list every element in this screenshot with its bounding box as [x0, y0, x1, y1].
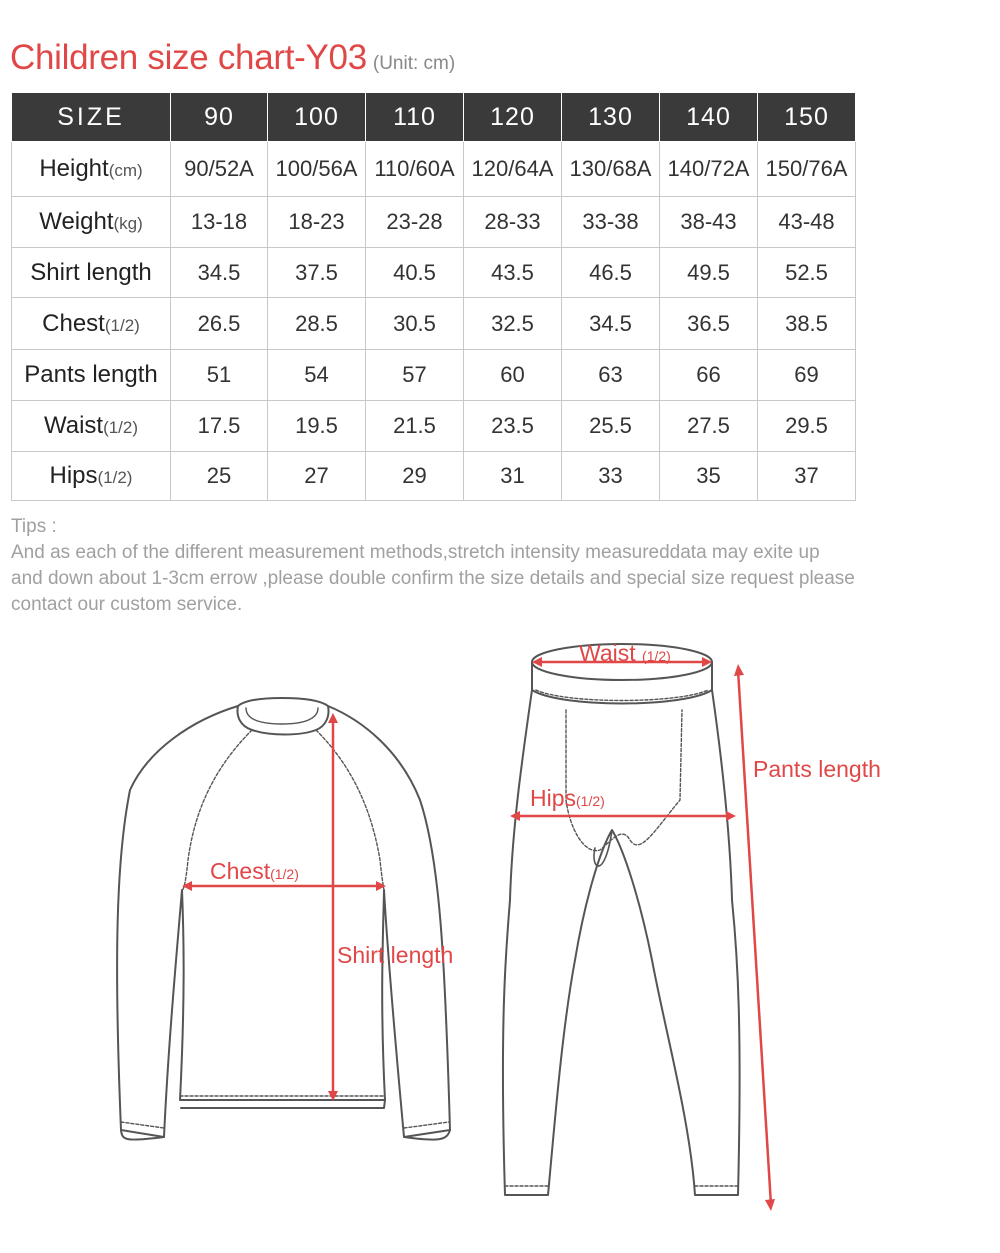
row-label-text: Weight: [39, 208, 114, 235]
header-size-140: 140: [660, 93, 758, 142]
table-cell: 100/56A: [268, 142, 366, 197]
table-cell: 35: [660, 452, 758, 501]
table-cell: 28.5: [268, 298, 366, 350]
table-cell: 28-33: [464, 197, 562, 248]
row-label-hips: [12, 452, 171, 501]
row-label-chest: [12, 298, 171, 350]
table-row-pants-length: [12, 350, 856, 401]
table-row-hips: [12, 452, 856, 501]
table-cell: 13-18: [171, 197, 268, 248]
table-cell: 63: [562, 350, 660, 401]
waist-label-sub: (1/2): [642, 648, 671, 664]
unit-note: (Unit: cm): [372, 53, 456, 74]
hips-label-text: Hips: [530, 785, 577, 811]
table-cell: 120/64A: [464, 142, 562, 197]
tips-line: And as each of the different measurement methods,stretch intensity measureddata may exite up: [11, 542, 820, 563]
table-cell: 33-38: [562, 197, 660, 248]
table-row-weight: [12, 197, 856, 248]
header-size: SIZE: [12, 93, 171, 142]
table-cell: 38-43: [660, 197, 758, 248]
table-cell: 31: [464, 452, 562, 501]
header-size-130: 130: [562, 93, 660, 142]
measurement-diagram: [0, 630, 1000, 1230]
row-label-pants-length: [12, 350, 171, 401]
row-label-sub: (1/2): [103, 418, 139, 437]
shirt-length-label: Shirt length: [337, 942, 454, 968]
table-cell: 33: [562, 452, 660, 501]
table-cell: 69: [758, 350, 856, 401]
row-label-waist: [12, 401, 171, 452]
page-title: Children size chart-Y03: [10, 38, 367, 77]
header-size-110: 110: [366, 93, 464, 142]
table-cell: 130/68A: [562, 142, 660, 197]
table-cell: 34.5: [562, 298, 660, 350]
table-cell: 23.5: [464, 401, 562, 452]
table-cell: 57: [366, 350, 464, 401]
table-cell: 21.5: [366, 401, 464, 452]
row-label-sub: (1/2): [97, 468, 133, 487]
row-label-text: Hips: [49, 462, 98, 489]
table-cell: 46.5: [562, 248, 660, 298]
chest-label-text: Chest: [210, 858, 271, 884]
row-label-height: [12, 142, 171, 197]
table-row-height: [12, 142, 856, 197]
row-label-text: Pants length: [24, 361, 158, 388]
header-size-120: 120: [464, 93, 562, 142]
pants-illustration: [503, 644, 740, 1195]
tips-section: [11, 514, 961, 618]
table-cell: 23-28: [366, 197, 464, 248]
hips-label: [530, 785, 605, 812]
waist-label-text: Waist: [579, 640, 636, 666]
table-cell: 36.5: [660, 298, 758, 350]
table-cell: 51: [171, 350, 268, 401]
row-label-sub: (kg): [113, 214, 143, 233]
tips-line: contact our custom service.: [11, 594, 243, 615]
header-size-90: 90: [171, 93, 268, 142]
table-header-row: [12, 93, 856, 142]
table-row-shirt-length: [12, 248, 856, 298]
row-label-weight: [12, 197, 171, 248]
table-cell: 38.5: [758, 298, 856, 350]
waist-label: [579, 640, 671, 667]
table-cell: 17.5: [171, 401, 268, 452]
table-cell: 140/72A: [660, 142, 758, 197]
table-cell: 60: [464, 350, 562, 401]
table-cell: 34.5: [171, 248, 268, 298]
table-cell: 49.5: [660, 248, 758, 298]
table-cell: 27.5: [660, 401, 758, 452]
table-cell: 40.5: [366, 248, 464, 298]
chart-title-row: [10, 38, 455, 78]
table-cell: 30.5: [366, 298, 464, 350]
tips-heading: Tips :: [11, 516, 57, 537]
row-label-text: Height: [39, 155, 109, 182]
table-cell: 43.5: [464, 248, 562, 298]
row-label-text: Shirt length: [30, 258, 152, 286]
table-cell: 37.5: [268, 248, 366, 298]
table-cell: 26.5: [171, 298, 268, 350]
table-row-waist: [12, 401, 856, 452]
table-cell: 90/52A: [171, 142, 268, 197]
row-label-text: Chest: [42, 309, 105, 337]
table-cell: 43-48: [758, 197, 856, 248]
size-table: [11, 92, 856, 501]
tips-line: and down about 1-3cm errow ,please double confirm the size details and special size request please: [11, 568, 855, 589]
table-row-chest: [12, 298, 856, 350]
table-cell: 27: [268, 452, 366, 501]
table-cell: 54: [268, 350, 366, 401]
table-cell: 32.5: [464, 298, 562, 350]
table-cell: 150/76A: [758, 142, 856, 197]
header-size-100: 100: [268, 93, 366, 142]
row-label-text: Waist: [43, 412, 104, 439]
table-cell: 37: [758, 452, 856, 501]
table-cell: 25.5: [562, 401, 660, 452]
table-cell: 19.5: [268, 401, 366, 452]
table-cell: 18-23: [268, 197, 366, 248]
hips-label-sub: (1/2): [576, 793, 605, 809]
table-cell: 66: [660, 350, 758, 401]
header-size-150: 150: [758, 93, 856, 142]
chest-label: [210, 858, 299, 885]
table-cell: 110/60A: [366, 142, 464, 197]
pants-length-label: Pants length: [753, 756, 881, 782]
table-cell: 25: [171, 452, 268, 501]
table-cell: 29: [366, 452, 464, 501]
shirt-illustration: [117, 698, 450, 1140]
row-label-sub: (1/2): [104, 315, 140, 335]
row-label-shirt-length: [12, 248, 171, 298]
table-cell: 52.5: [758, 248, 856, 298]
row-label-sub: (cm): [108, 161, 143, 180]
chest-label-sub: (1/2): [270, 866, 299, 882]
table-cell: 29.5: [758, 401, 856, 452]
